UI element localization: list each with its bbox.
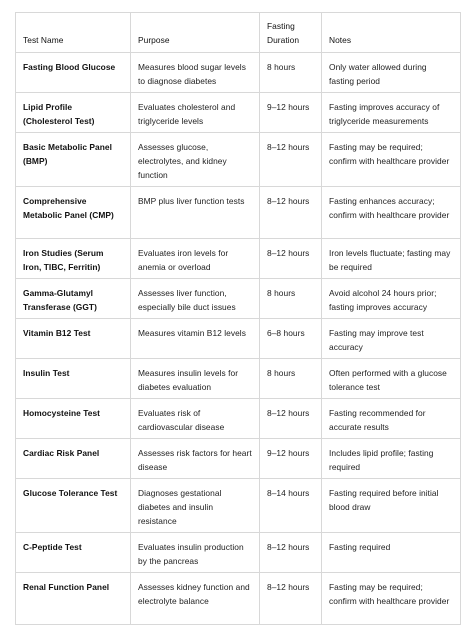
table-row xyxy=(16,187,461,239)
cell-notes: Includes lipid profile; fasting required xyxy=(322,439,461,479)
cell-test-name: Iron Studies (Serum Iron, TIBC, Ferritin) xyxy=(16,239,131,279)
cell-test-name: Glucose Tolerance Test xyxy=(16,479,131,533)
cell-notes: Fasting may be required; confirm with healthcare provider xyxy=(322,573,461,625)
cell-fasting-duration: 8–12 hours xyxy=(260,239,322,279)
cell-test-name: C-Peptide Test xyxy=(16,533,131,573)
cell-notes: Avoid alcohol 24 hours prior; fasting improves accuracy xyxy=(322,279,461,319)
cell-test-name: Basic Metabolic Panel (BMP) xyxy=(16,133,131,187)
header-test-name: Test Name xyxy=(16,13,131,53)
cell-notes: Iron levels fluctuate; fasting may be required xyxy=(322,239,461,279)
cell-fasting-duration: 9–12 hours xyxy=(260,93,322,133)
table-row xyxy=(16,93,461,133)
cell-purpose: Assesses risk factors for heart disease xyxy=(131,439,260,479)
table-row xyxy=(16,359,461,399)
table-row xyxy=(16,399,461,439)
table-row xyxy=(16,133,461,187)
cell-test-name: Lipid Profile (Cholesterol Test) xyxy=(16,93,131,133)
cell-notes: Fasting required xyxy=(322,533,461,573)
table-row xyxy=(16,439,461,479)
cell-notes: Fasting improves accuracy of triglyceride measurements xyxy=(322,93,461,133)
header-purpose: Purpose xyxy=(131,13,260,53)
cell-notes: Fasting required before initial blood draw xyxy=(322,479,461,533)
cell-test-name: Gamma-Glutamyl Transferase (GGT) xyxy=(16,279,131,319)
cell-fasting-duration: 8–12 hours xyxy=(260,533,322,573)
cell-purpose: BMP plus liver function tests xyxy=(131,187,260,239)
table-row xyxy=(16,533,461,573)
cell-fasting-duration: 8–12 hours xyxy=(260,133,322,187)
cell-fasting-duration: 8–12 hours xyxy=(260,573,322,625)
table-row xyxy=(16,53,461,93)
header-fasting-duration: Fasting Duration xyxy=(260,13,322,53)
header-notes: Notes xyxy=(322,13,461,53)
cell-purpose: Measures insulin levels for diabetes evaluation xyxy=(131,359,260,399)
table-row xyxy=(16,573,461,625)
cell-purpose: Evaluates iron levels for anemia or overload xyxy=(131,239,260,279)
cell-notes: Fasting enhances accuracy; confirm with healthcare provider xyxy=(322,187,461,239)
cell-fasting-duration: 9–12 hours xyxy=(260,439,322,479)
header-row xyxy=(16,13,461,53)
cell-purpose: Measures blood sugar levels to diagnose diabetes xyxy=(131,53,260,93)
cell-purpose: Assesses glucose, electrolytes, and kidney function xyxy=(131,133,260,187)
fasting-tests-table xyxy=(15,12,461,625)
cell-notes: Only water allowed during fasting period xyxy=(322,53,461,93)
cell-fasting-duration: 8–12 hours xyxy=(260,187,322,239)
cell-purpose: Assesses kidney function and electrolyte balance xyxy=(131,573,260,625)
cell-notes: Fasting may be required; confirm with healthcare provider xyxy=(322,133,461,187)
cell-notes: Often performed with a glucose tolerance test xyxy=(322,359,461,399)
cell-fasting-duration: 8 hours xyxy=(260,53,322,93)
cell-purpose: Evaluates insulin production by the pancreas xyxy=(131,533,260,573)
cell-fasting-duration: 8 hours xyxy=(260,359,322,399)
table-row xyxy=(16,279,461,319)
cell-purpose: Evaluates cholesterol and triglyceride levels xyxy=(131,93,260,133)
table-row xyxy=(16,239,461,279)
cell-test-name: Insulin Test xyxy=(16,359,131,399)
cell-notes: Fasting recommended for accurate results xyxy=(322,399,461,439)
cell-test-name: Comprehensive Metabolic Panel (CMP) xyxy=(16,187,131,239)
cell-test-name: Vitamin B12 Test xyxy=(16,319,131,359)
fasting-tests-table-container xyxy=(15,12,460,625)
cell-fasting-duration: 8–14 hours xyxy=(260,479,322,533)
cell-fasting-duration: 6–8 hours xyxy=(260,319,322,359)
table-row xyxy=(16,479,461,533)
cell-test-name: Cardiac Risk Panel xyxy=(16,439,131,479)
cell-test-name: Homocysteine Test xyxy=(16,399,131,439)
cell-purpose: Diagnoses gestational diabetes and insulin resistance xyxy=(131,479,260,533)
cell-purpose: Assesses liver function, especially bile duct issues xyxy=(131,279,260,319)
cell-fasting-duration: 8 hours xyxy=(260,279,322,319)
table-row xyxy=(16,319,461,359)
cell-purpose: Measures vitamin B12 levels xyxy=(131,319,260,359)
cell-notes: Fasting may improve test accuracy xyxy=(322,319,461,359)
cell-test-name: Fasting Blood Glucose xyxy=(16,53,131,93)
cell-test-name: Renal Function Panel xyxy=(16,573,131,625)
cell-fasting-duration: 8–12 hours xyxy=(260,399,322,439)
cell-purpose: Evaluates risk of cardiovascular disease xyxy=(131,399,260,439)
